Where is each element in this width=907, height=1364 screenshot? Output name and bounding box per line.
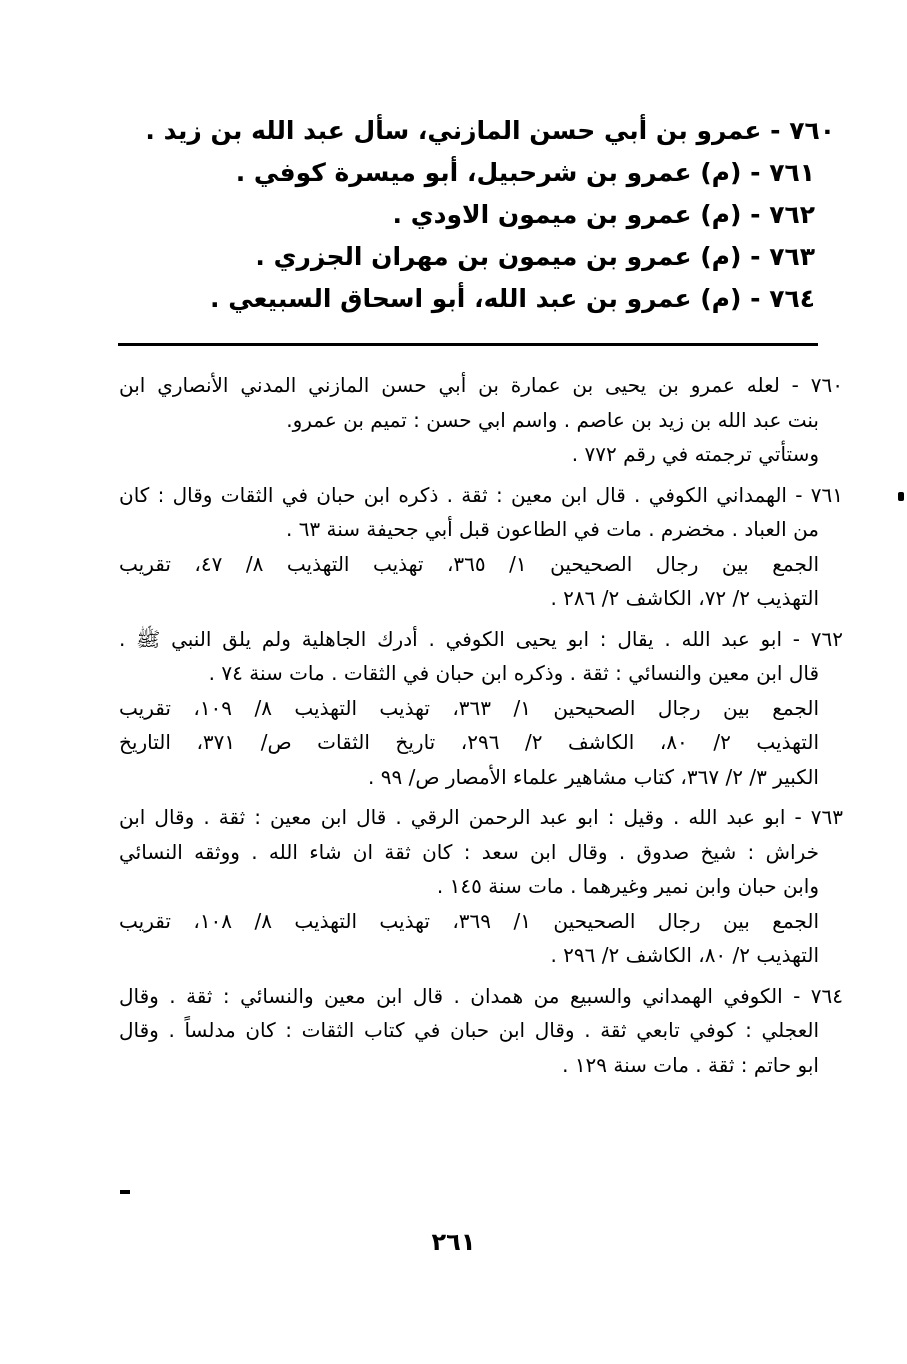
footnote-line: وابن حبان وابن نمير وغيرهما . مات سنة ١٤٥ . (436, 874, 819, 898)
footnote-763 (119, 800, 843, 973)
page-number: ٢٦١ (431, 1228, 476, 1256)
footnote-line: بنت عبد الله بن زيد بن عاصم . واسم ابي حسن : تميم بن عمرو. (286, 407, 819, 432)
footnote-760 (119, 368, 843, 472)
footnote-764 (119, 979, 843, 1083)
footnote-line: التهذيب ٢/ ٨٠، الكاشف ٢/ ٢٩٦، تاريخ الثقات ص/ ٣٧١، التاريخ (119, 730, 819, 754)
entry-762: ٧٦٢ - (م) عمرو بن ميمون الاودي . (392, 200, 815, 229)
footnote-line: ٧٦٤ - الكوفي الهمداني والسبيع من همدان . قال ابن معين والنسائي : ثقة . وقال (119, 983, 843, 1008)
footnote-line: الكبير ٣/ ٢/ ٣٦٧، كتاب مشاهير علماء الأمصار ص/ ٩٩ . (368, 764, 819, 789)
entry-list (145, 110, 835, 320)
footnote-line: ٧٦٢ - ابو عبد الله . يقال : ابو يحيى الكوفي . أدرك الجاهلية ولم يلق النبي ﷺ . (119, 626, 843, 651)
footnote-line: التهذيب ٢/ ٨٠، الكاشف ٢/ ٢٩٦ . (550, 943, 819, 967)
footnote-line: ابو حاتم : ثقة . مات سنة ١٢٩ . (562, 1052, 819, 1077)
footnote-line: ٧٦٠ - لعله عمرو بن يحيى بن عمارة بن أبي حسن المازني المدني الأنصاري ابن (119, 373, 843, 397)
footnote-761 (119, 478, 843, 616)
footnotes (119, 368, 843, 1088)
footnote-line: ٧٦١ - الهمداني الكوفي . قال ابن معين : ثقة . ذكره ابن حبان في الثقات وقال : كان (119, 482, 843, 507)
footnote-line: ٧٦٣ - ابو عبد الله . وقيل : ابو عبد الرحمن الرقي . قال ابن معين : ثقة . وقال ابن (119, 805, 843, 829)
entry-760: ٧٦٠ - عمرو بن أبي حسن المازني، سأل عبد الله بن زيد . (145, 116, 835, 145)
entry-761: ٧٦١ - (م) عمرو بن شرحبيل، أبو ميسرة كوفي . (235, 158, 815, 187)
footnote-line: العجلي : كوفي تابعي ثقة . وقال ابن حبان في كتاب الثقات : كان مدلساً . وقال (119, 1018, 819, 1042)
footnote-line: الجمع بين رجال الصحيحين ١/ ٣٦٥، تهذيب التهذيب ٨/ ٤٧، تقريب (119, 551, 819, 576)
footnote-line: من العباد . مخضرم . مات في الطاعون قبل أبي جحيفة سنة ٦٣ . (285, 517, 819, 541)
footnote-line: التهذيب ٢/ ٧٢، الكاشف ٢/ ٢٨٦ . (550, 586, 819, 610)
entry-763: ٧٦٣ - (م) عمرو بن ميمون بن مهران الجزري . (255, 242, 815, 271)
footnote-line: وستأتي ترجمته في رقم ٧٧٢ . (571, 442, 819, 466)
entry-764: ٧٦٤ - (م) عمرو بن عبد الله، أبو اسحاق السبيعي . (210, 284, 815, 313)
margin-mark (120, 1190, 130, 1194)
footnote-divider (118, 343, 818, 346)
footnote-line: الجمع بين رجال الصحيحين ١/ ٣٦٣، تهذيب التهذيب ٨/ ١٠٩، تقريب (119, 695, 819, 720)
footnote-line: خراش : شيخ صدوق . وقال ابن سعد : كان ثقة ان شاء الله . ووثقه النسائي (119, 839, 819, 864)
footnote-line: الجمع بين رجال الصحيحين ١/ ٣٦٩، تهذيب التهذيب ٨/ ١٠٨، تقريب (119, 908, 819, 933)
footnote-762 (119, 622, 843, 795)
footnote-line: قال ابن معين والنسائي : ثقة . وذكره ابن حبان في الثقات . مات سنة ٧٤ . (208, 661, 819, 685)
margin-mark (898, 492, 904, 501)
